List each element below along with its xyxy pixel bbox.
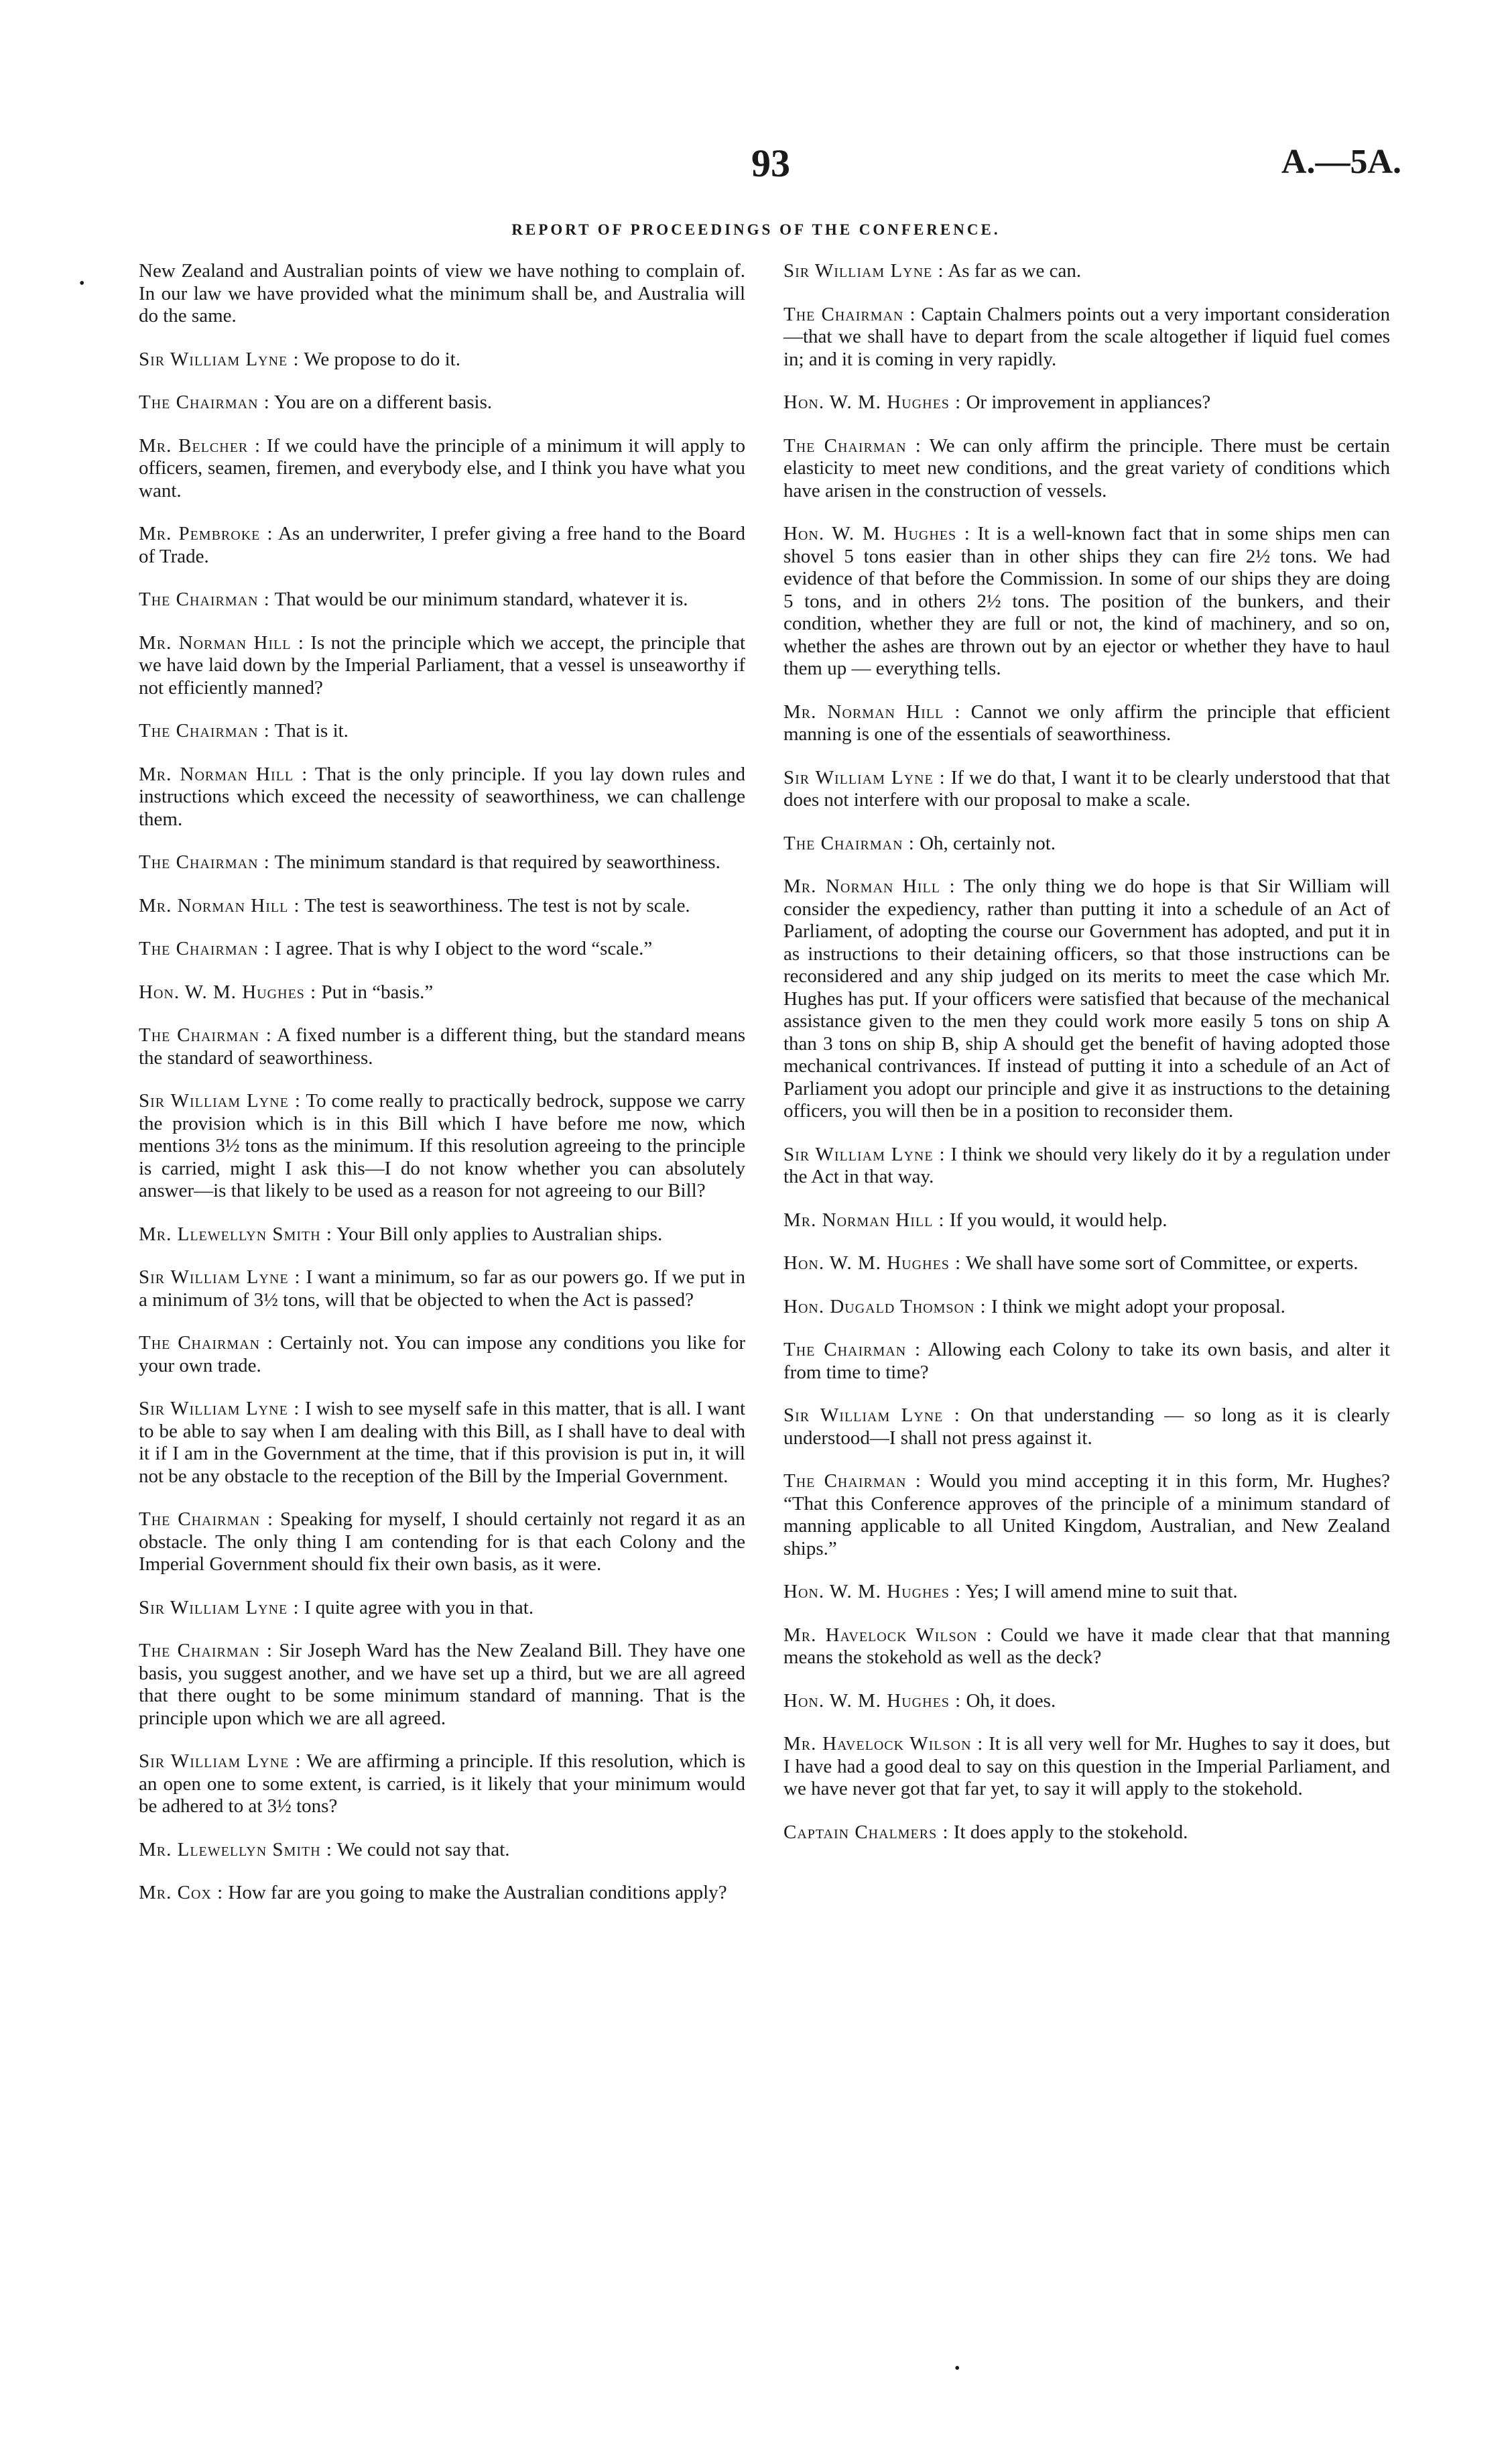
paragraph bbox=[139, 1750, 745, 1818]
speaker-name: Sir William Lyne : bbox=[783, 1405, 960, 1426]
page-number: 93 bbox=[751, 141, 790, 185]
paragraph bbox=[139, 1839, 745, 1862]
paragraph bbox=[139, 589, 745, 611]
speech-text: We can only affirm the principle. There must be certain elasticity to meet new conditions, and the great variety of conditions which have arisen in the construction of vessels. bbox=[783, 434, 1390, 501]
speaker-name: Mr. Norman Hill : bbox=[783, 701, 961, 723]
speech-text: I think we might adopt your proposal. bbox=[991, 1295, 1285, 1317]
speaker-name: Sir William Lyne : bbox=[139, 1750, 302, 1772]
speech-text: We are affirming a principle. If this resolution, which is an open one to some extent, is carried, is it likely that your minimum would be adhered to at 3½ tons? bbox=[139, 1750, 745, 1817]
paragraph bbox=[783, 876, 1390, 1123]
speech-text: Sir Joseph Ward has the New Zealand Bill. They have one basis, you suggest another, and we have set up a third, but we are all agreed that there ought to be some minimum standard of manning. That is the principle upon which we are all agreed. bbox=[139, 1640, 745, 1729]
speech-text: I want a minimum, so far as our powers go. If we put in a minimum of 3½ tons, will that be objected to when the Act is passed? bbox=[139, 1266, 745, 1311]
paragraph bbox=[139, 1508, 745, 1576]
paragraph bbox=[783, 1624, 1390, 1669]
paragraph bbox=[783, 392, 1390, 414]
paragraph bbox=[783, 1209, 1390, 1232]
speech-text: I quite agree with you in that. bbox=[304, 1596, 534, 1618]
speech-text: I wish to see myself safe in this matter, that is all. I want to be able to say when I am dealing with this Bill, as I shall have to deal with it if I am in the Government at the time, that if this provision is put in, it will not be any obstacle to the reception of the Bill by the Imperial Government. bbox=[139, 1398, 746, 1487]
paragraph bbox=[139, 349, 745, 371]
running-title: REPORT OF PROCEEDINGS OF THE CONFERENCE. bbox=[511, 221, 1001, 238]
paragraph bbox=[783, 1339, 1390, 1384]
speaker-name: The Chairman : bbox=[783, 1339, 922, 1360]
speech-text: We could not say that. bbox=[336, 1838, 510, 1860]
speech-text: Put in “basis.” bbox=[321, 981, 434, 1003]
speech-text: Allowing each Colony to take its own basis, and alter it from time to time? bbox=[783, 1339, 1390, 1383]
speech-text: Oh, it does. bbox=[966, 1689, 1056, 1712]
speech-text: It is a well-known fact that in some ships men can shovel 5 tons easier than in other ships they can fire 2½ tons. We had evidence of that before the Commission. In some of our ships they are doing 5 tons, and in others 2½ tons. The position of the bunkers, and their condition, whether they are full or not, the kind of machinery, and so on, whether the ashes are thrown out by an ejector or whether they have to haul them up — everything tells. bbox=[783, 523, 1390, 679]
paragraph bbox=[783, 1252, 1390, 1275]
speaker-name: The Chairman : bbox=[783, 1470, 922, 1492]
speaker-name: The Chairman : bbox=[139, 1024, 272, 1046]
paragraph bbox=[783, 1144, 1390, 1189]
paragraph bbox=[139, 895, 745, 918]
speech-text: I think we should very likely do it by a regulation under the Act in that way. bbox=[783, 1143, 1390, 1187]
speech-text: We shall have some sort of Committee, or experts. bbox=[965, 1252, 1359, 1274]
speech-text: As far as we can. bbox=[948, 260, 1082, 282]
paragraph bbox=[139, 392, 745, 414]
left-column bbox=[139, 260, 745, 1925]
margin-dot: • bbox=[954, 2360, 960, 2377]
speaker-name: Captain Chalmers : bbox=[783, 1821, 949, 1843]
paragraph bbox=[783, 701, 1390, 746]
speaker-name: The Chairman : bbox=[139, 720, 270, 741]
speaker-name: Sir William Lyne : bbox=[139, 1398, 300, 1419]
document-reference: A.—5A. bbox=[1281, 143, 1401, 181]
speech-text: You are on a different basis. bbox=[274, 392, 493, 413]
paragraph bbox=[139, 1266, 745, 1311]
speaker-name: Mr. Norman Hill : bbox=[783, 876, 956, 897]
speaker-name: Mr. Llewellyn Smith : bbox=[139, 1838, 332, 1860]
speaker-name: Sir William Lyne : bbox=[139, 1266, 301, 1288]
paragraph bbox=[783, 1690, 1390, 1713]
paragraph bbox=[783, 1581, 1390, 1604]
speaker-name: The Chairman : bbox=[783, 832, 915, 854]
paragraph bbox=[139, 720, 745, 743]
speaker-name: The Chairman : bbox=[783, 303, 916, 325]
right-column bbox=[783, 260, 1390, 1864]
speaker-name: Hon. W. M. Hughes : bbox=[783, 1581, 962, 1602]
speech-text: If we could have the principle of a minimum it will apply to officers, seamen, firemen, and everybody else, and I think you have what you want. bbox=[139, 434, 745, 501]
speech-text: Or improvement in appliances? bbox=[966, 392, 1211, 413]
speaker-name: Hon. W. M. Hughes : bbox=[783, 1689, 962, 1712]
speech-text: If you would, it would help. bbox=[949, 1209, 1168, 1231]
speaker-name: Mr. Norman Hill : bbox=[139, 894, 300, 916]
paragraph bbox=[783, 1405, 1390, 1449]
speaker-name: Hon. W. M. Hughes : bbox=[783, 1252, 962, 1274]
paragraph bbox=[139, 981, 745, 1004]
speaker-name: The Chairman : bbox=[139, 1508, 274, 1530]
speaker-name: Mr. Norman Hill : bbox=[139, 763, 308, 785]
paragraph bbox=[139, 435, 745, 503]
paragraph bbox=[783, 523, 1390, 680]
speech-text: Would you mind accepting it in this form, Mr. Hughes? “That this Conference approves of the principle of a minimum standard of manning applicable to all United Kingdom, Australian, and New Zealand ships.” bbox=[783, 1470, 1390, 1559]
speech-text: Oh, certainly not. bbox=[920, 832, 1056, 854]
paragraph bbox=[139, 851, 745, 874]
speaker-name: Mr. Llewellyn Smith : bbox=[139, 1223, 332, 1245]
speaker-name: Sir William Lyne : bbox=[139, 348, 300, 370]
speaker-name: Sir William Lyne : bbox=[139, 1596, 300, 1618]
speech-text: That is the only principle. If you lay down rules and instructions which exceed the necessity of seaworthiness, we can challenge them. bbox=[139, 763, 745, 830]
speaker-name: Mr. Cox : bbox=[139, 1882, 224, 1903]
speech-text: It is all very well for Mr. Hughes to say it does, but I have had a good deal to say on this question in the Imperial Parliament, and we have never got that far yet, to say it will apply to the stokehold. bbox=[783, 1733, 1390, 1799]
speaker-name: Hon. Dugald Thomson : bbox=[783, 1295, 987, 1317]
speech-text: Captain Chalmers points out a very important consideration—that we shall have to depart from the scale altogether if liquid fuel comes in; and it is coming in very rapidly. bbox=[783, 303, 1391, 370]
speech-text: A fixed number is a different thing, but the standard means the standard of seaworthiness. bbox=[139, 1024, 745, 1069]
paragraph bbox=[139, 1332, 745, 1377]
speaker-name: The Chairman : bbox=[139, 1640, 273, 1661]
speaker-name: The Chairman : bbox=[139, 1332, 273, 1354]
speaker-name: Mr. Havelock Wilson : bbox=[783, 1624, 993, 1646]
paragraph bbox=[783, 1470, 1390, 1560]
speech-text: New Zealand and Australian points of view we have nothing to complain of. In our law we have provided what the minimum shall be, and Australia will do the same. bbox=[139, 260, 745, 326]
speech-text: We propose to do it. bbox=[304, 348, 460, 370]
speaker-name: Sir William Lyne : bbox=[139, 1090, 301, 1112]
speech-text: The minimum standard is that required by seaworthiness. bbox=[274, 851, 720, 873]
speech-text: The test is seaworthiness. The test is not by scale. bbox=[304, 894, 690, 916]
paragraph bbox=[783, 435, 1390, 503]
speaker-name: Hon. W. M. Hughes : bbox=[783, 523, 970, 544]
speaker-name: The Chairman : bbox=[139, 851, 270, 873]
speech-text: On that understanding — so long as it is clearly understood—I shall not press against it. bbox=[783, 1405, 1391, 1449]
speech-text: Is not the principle which we accept, the principle that we have laid down by the Imperial Parliament, that a vessel is unseaworthy if not efficiently manned? bbox=[139, 632, 746, 699]
speech-text: Cannot we only affirm the principle that efficient manning is one of the essentials of seaworthiness. bbox=[783, 701, 1391, 745]
speech-text: I agree. That is why I object to the word “scale.” bbox=[275, 938, 653, 959]
paragraph bbox=[139, 632, 745, 700]
speaker-name: The Chairman : bbox=[783, 434, 922, 457]
paragraph bbox=[139, 1024, 745, 1069]
paragraph bbox=[783, 304, 1390, 371]
speaker-name: Sir William Lyne : bbox=[783, 766, 946, 788]
speech-text: How far are you going to make the Australian conditions apply? bbox=[228, 1882, 727, 1903]
speech-text: The only thing we do hope is that Sir William will consider the expediency, rather than putting it into a schedule of an Act of Parliament, of adopting the course our Government has adopted, and put it in as instructions to their detaining officers, so that those instructions can be reconsidered and any ship judged on its merits to meet the case which Mr. Hughes has put. If your officers were satisfied that because of the mechanical assistance given to the men they could work more easily 5 tons on ship A than 3 tons on ship B, ship A should get the benefit of having adopted those mechanical contrivances. If instead of putting it into a schedule of an Act of Parliament you adopt our principle and give it as instructions to the detaining officers, you will then be in a position to reconsider them. bbox=[783, 876, 1390, 1122]
speech-text: It does apply to the stokehold. bbox=[953, 1821, 1188, 1843]
margin-dot: • bbox=[79, 275, 85, 292]
speaker-name: Mr. Norman Hill : bbox=[139, 632, 304, 654]
speaker-name: Mr. Norman Hill : bbox=[783, 1209, 945, 1231]
speaker-name: The Chairman : bbox=[139, 938, 270, 959]
speaker-name: Mr. Havelock Wilson : bbox=[783, 1733, 984, 1754]
speaker-name: Mr. Belcher : bbox=[139, 434, 261, 457]
speech-text: To come really to practically bedrock, suppose we carry the provision which is in this Bill which I have before me now, which mentions 3½ tons as the minimum. If this resolution agreeing to the principle is carried, might I ask this—I do not know whether you can absolutely answer—is that likely to be used as a reason for not agreeing to our Bill? bbox=[139, 1090, 745, 1201]
speech-text: Yes; I will amend mine to suit that. bbox=[965, 1581, 1238, 1602]
speech-text: Could we have it made clear that that manning means the stokehold as well as the deck? bbox=[783, 1624, 1390, 1668]
speaker-name: Hon. W. M. Hughes : bbox=[783, 392, 962, 413]
paragraph bbox=[139, 764, 745, 831]
speech-text: That is it. bbox=[274, 720, 349, 741]
paragraph bbox=[139, 938, 745, 961]
paragraph bbox=[139, 1640, 745, 1730]
paragraph bbox=[783, 1822, 1390, 1844]
speaker-name: Sir William Lyne : bbox=[783, 260, 944, 282]
paragraph bbox=[139, 1882, 745, 1905]
paragraph bbox=[139, 523, 745, 568]
speaker-name: Hon. W. M. Hughes : bbox=[139, 981, 317, 1003]
paragraph bbox=[783, 833, 1390, 855]
paragraph bbox=[783, 1296, 1390, 1319]
paragraph bbox=[139, 1090, 745, 1203]
speech-text: Your Bill only applies to Australian ships. bbox=[336, 1223, 663, 1245]
paragraph bbox=[139, 1597, 745, 1620]
speaker-name: The Chairman : bbox=[139, 589, 270, 610]
speaker-name: The Chairman : bbox=[139, 392, 270, 413]
paragraph bbox=[139, 1224, 745, 1246]
paragraph bbox=[139, 1398, 745, 1488]
speaker-name: Mr. Pembroke : bbox=[139, 523, 273, 544]
speech-text: If we do that, I want it to be clearly understood that that does not interfere with our proposal to make a scale. bbox=[783, 766, 1390, 811]
speech-text: As an underwriter, I prefer giving a free hand to the Board of Trade. bbox=[139, 523, 745, 567]
speech-text: Speaking for myself, I should certainly not regard it as an obstacle. The only thing I am contending for is that each Colony and the Imperial Government should fix their own basis, as it were. bbox=[139, 1508, 745, 1575]
paragraph bbox=[783, 1733, 1390, 1801]
paragraph bbox=[139, 260, 745, 328]
paragraph bbox=[783, 767, 1390, 812]
speech-text: That would be our minimum standard, whatever it is. bbox=[274, 589, 688, 610]
paragraph bbox=[783, 260, 1390, 283]
speech-text: Certainly not. You can impose any conditions you like for your own trade. bbox=[139, 1332, 746, 1376]
speaker-name: Sir William Lyne : bbox=[783, 1143, 946, 1165]
